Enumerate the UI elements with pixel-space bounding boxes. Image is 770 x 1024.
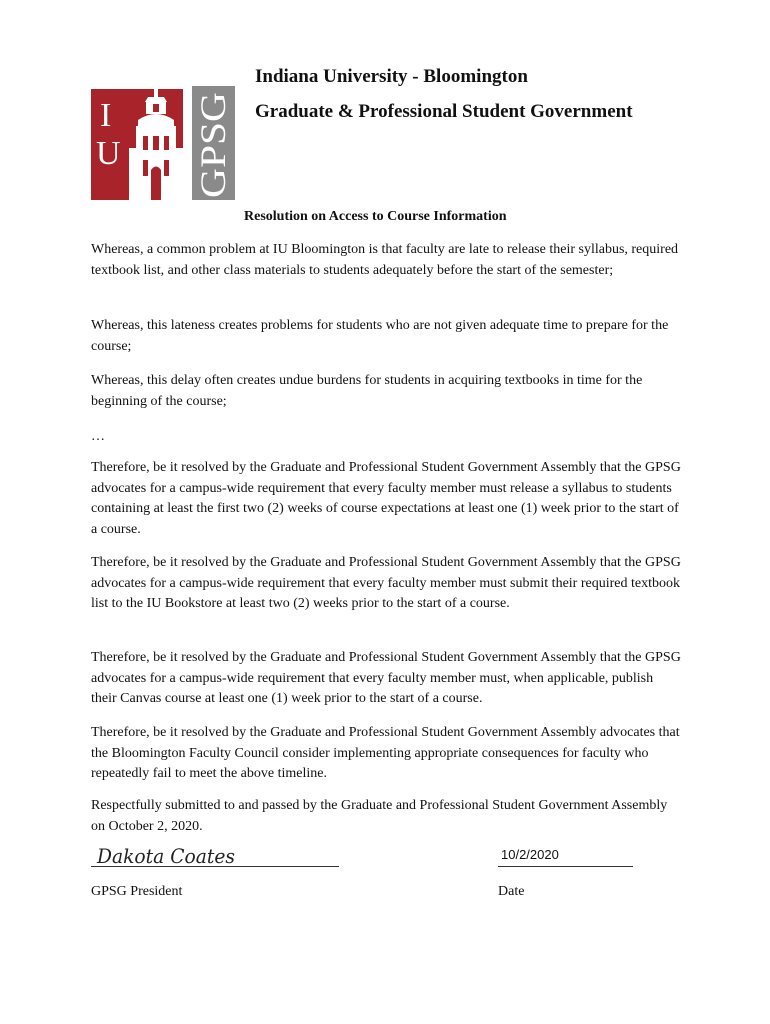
resolved-paragraph-3: Therefore, be it resolved by the Graduate and Professional Student Government Assembly that the GPSG advocates for a campus-wide requirement that every faculty member must, when applicable, publish their Canvas course at least one (1) week prior to the start of a course. [91,650,681,707]
iu-gpsg-logo [91,86,235,200]
organization-title: Graduate & Professional Student Government [255,101,633,122]
whereas-paragraph-1: Whereas, a common problem at IU Bloomington is that faculty are late to release their syllabus, required textbook list, and other class materials to students adequately before the start of the semester; [91,242,679,278]
svg-text:Dakota Coates: Dakota Coates [96,844,235,868]
date-value: 10/2/2020 [501,847,559,862]
signer-title: GPSG President [91,884,183,899]
resolution-title: Resolution on Access to Course Information [244,209,507,224]
whereas-paragraph-3: Whereas, this delay often creates undue burdens for students in acquiring textbooks in time for the beginning of the course; [91,373,643,409]
date-label: Date [498,884,525,899]
logo-gpsg-text: GPSG [193,105,233,198]
university-title: Indiana University - Bloomington [255,66,528,87]
signature-line [91,866,339,867]
logo-letter-i: I [100,97,112,134]
logo-graphic [91,86,235,200]
date-line [498,866,633,867]
resolved-paragraph-1: Therefore, be it resolved by the Graduate and Professional Student Government Assembly that the GPSG advocates for a campus-wide requirement that every faculty member must release a syllabus to students containing at least the first two (2) weeks of course expectations at least one (1) week prior to the start of a course. [91,460,681,538]
logo-letter-u: U [96,135,121,172]
whereas-paragraph-2: Whereas, this lateness creates problems for students who are not given adequate time to prepare for the course; [91,318,669,354]
resolved-paragraph-2: Therefore, be it resolved by the Graduate and Professional Student Government Assembly that the GPSG advocates for a campus-wide requirement that every faculty member must submit their required textbook list to the IU Bookstore at least two (2) weeks prior to the start of a course. [91,555,681,612]
resolved-paragraph-4: Therefore, be it resolved by the Graduate and Professional Student Government Assembly advocates that the Bloomington Faculty Council consider implementing appropriate consequences for faculty who repeatedly fail to meet the above timeline. [91,725,680,782]
ellipsis: … [91,429,105,444]
submission-statement: Respectfully submitted to and passed by the Graduate and Professional Student Government Assembly on October 2, 2020. [91,798,668,834]
